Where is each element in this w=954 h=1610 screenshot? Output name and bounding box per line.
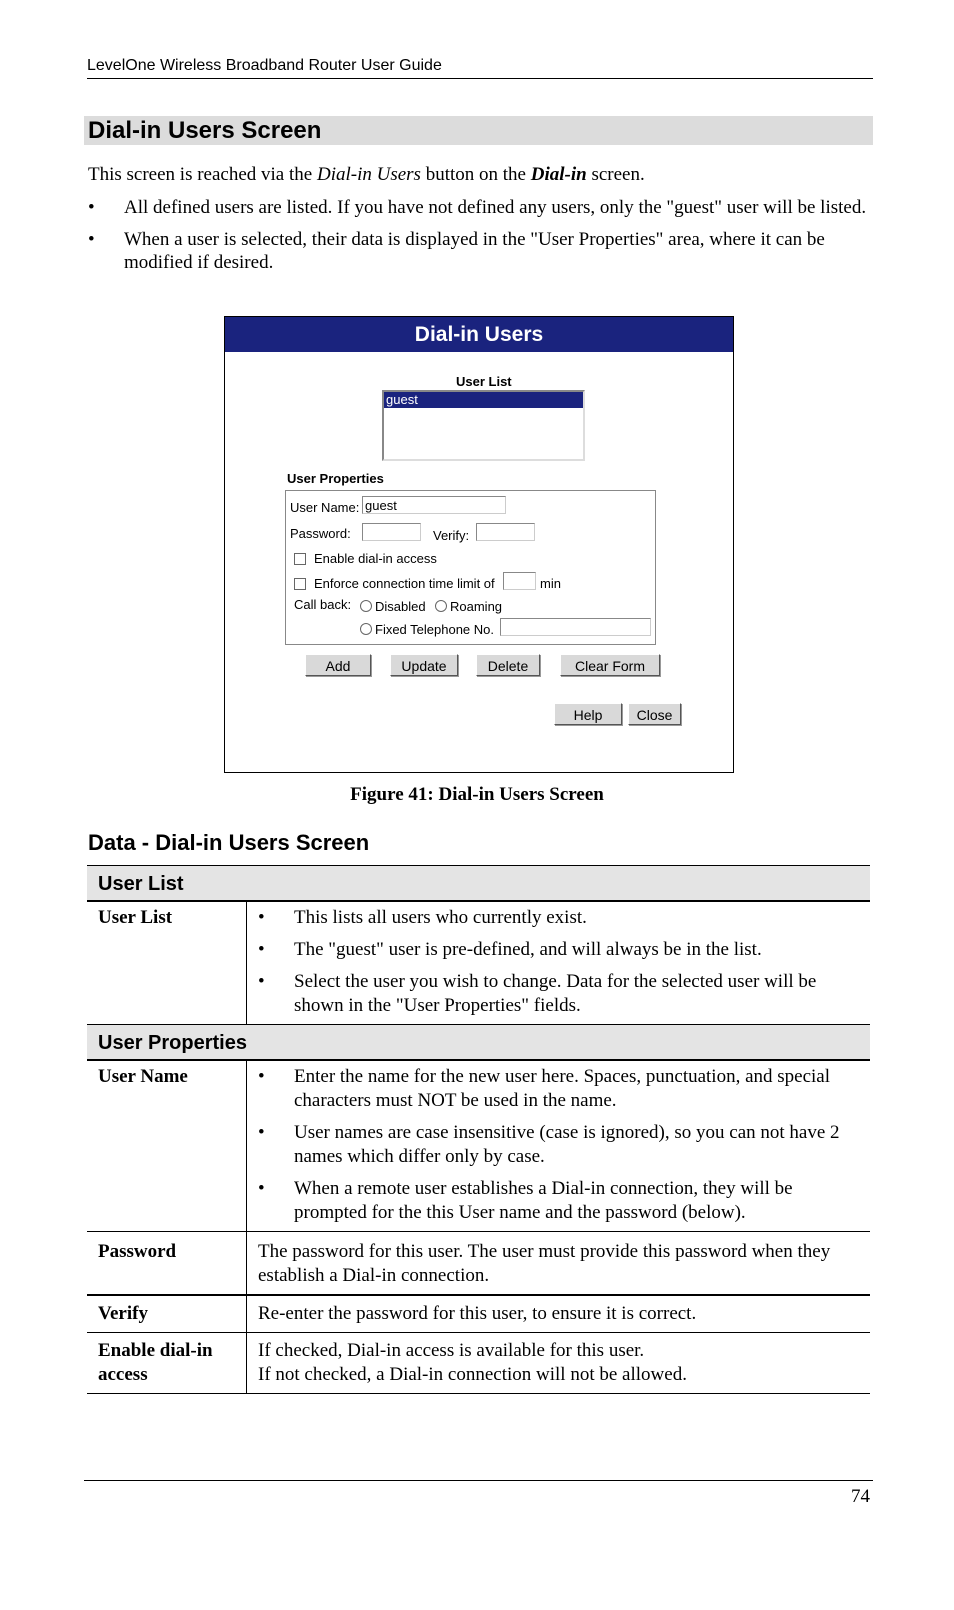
intro-bullet: • When a user is selected, their data is displayed in the "User Properties" area, where it can be modified if desired. bbox=[88, 228, 873, 274]
group-heading-user-properties: User Properties bbox=[87, 1025, 870, 1061]
user-name-input[interactable]: guest bbox=[362, 496, 506, 514]
section-title-bar bbox=[84, 116, 873, 145]
table-row bbox=[87, 1333, 870, 1394]
table-row bbox=[87, 901, 870, 1025]
help-button[interactable]: Help bbox=[554, 703, 622, 725]
add-button[interactable]: Add bbox=[305, 654, 371, 676]
row-key-verify: Verify bbox=[87, 1295, 247, 1333]
table-row bbox=[87, 1060, 870, 1232]
callback-fixed-radio[interactable] bbox=[360, 623, 372, 635]
row-bullet: • Select the user you wish to change. Data for the selected user will be shown in the "User Properties" fields. bbox=[258, 970, 860, 1018]
user-properties-box bbox=[285, 490, 656, 645]
row-key-user-list: User List bbox=[87, 901, 247, 1025]
callback-fixed-label: Fixed Telephone No. bbox=[375, 622, 495, 637]
row-bullet: • The "guest" user is pre-defined, and will always be in the list. bbox=[258, 938, 860, 962]
data-section-title: Data - Dial-in Users Screen bbox=[88, 830, 370, 855]
dialin-users-figure bbox=[224, 316, 734, 773]
row-bullet: • User names are case insensitive (case is ignored), so you can not have 2 names which differ only by case. bbox=[258, 1121, 860, 1169]
intro-bullet: • All defined users are listed. If you have not defined any users, only the "guest" user will be listed. bbox=[88, 196, 873, 219]
user-list-label: User List bbox=[456, 374, 512, 389]
intro-text: This screen is reached via the bbox=[88, 164, 317, 185]
table-group-row bbox=[87, 866, 870, 902]
enforce-time-limit-label: Enforce connection time limit of bbox=[314, 576, 495, 591]
user-list-box[interactable] bbox=[382, 390, 585, 461]
min-label: min bbox=[540, 576, 561, 591]
update-button[interactable]: Update bbox=[390, 654, 458, 676]
row-bullet: • This lists all users who currently exist. bbox=[258, 906, 860, 930]
table-group-row bbox=[87, 1025, 870, 1061]
row-value-verify: Re-enter the password for this user, to ensure it is correct. bbox=[247, 1295, 871, 1333]
callback-label: Call back: bbox=[294, 597, 352, 612]
fixed-telephone-input[interactable] bbox=[500, 618, 651, 636]
row-bullet: • Enter the name for the new user here. Spaces, punctuation, and special characters must NOT be used in the name. bbox=[258, 1065, 860, 1113]
intro-text: button on the bbox=[420, 164, 531, 185]
intro-emphasis-dialin: Dial-in bbox=[530, 164, 587, 185]
intro-emphasis-dialin-users: Dial-in Users bbox=[316, 164, 421, 185]
group-heading-user-list: User List bbox=[87, 866, 870, 902]
row-bullet: • When a remote user establishes a Dial-in connection, they will be prompted for the this User name and the password (below). bbox=[258, 1177, 860, 1225]
row-value-user-name bbox=[247, 1060, 871, 1232]
table-row bbox=[87, 1295, 870, 1333]
row-key-password: Password bbox=[87, 1232, 247, 1296]
row-value-line: If not checked, a Dial-in connection will not be allowed. bbox=[258, 1364, 687, 1385]
data-table bbox=[87, 865, 870, 1394]
figure-caption: Figure 41: Dial-in Users Screen bbox=[350, 784, 604, 805]
close-button[interactable]: Close bbox=[628, 703, 681, 725]
delete-button[interactable]: Delete bbox=[476, 654, 540, 676]
enable-dialin-checkbox[interactable] bbox=[294, 553, 306, 565]
row-value-enable-dialin bbox=[247, 1333, 871, 1394]
callback-roaming-radio[interactable] bbox=[435, 600, 447, 612]
row-value-line: If checked, Dial-in access is available for this user. bbox=[258, 1340, 645, 1361]
table-row bbox=[87, 1232, 870, 1296]
callback-roaming-label: Roaming bbox=[450, 599, 503, 614]
row-key-user-name: User Name bbox=[87, 1060, 247, 1232]
password-input[interactable] bbox=[362, 523, 421, 541]
intro-bullets bbox=[88, 196, 873, 283]
time-limit-input[interactable] bbox=[503, 572, 536, 590]
intro-text: screen. bbox=[586, 164, 645, 185]
row-value-user-list bbox=[247, 901, 871, 1025]
row-key-enable-dialin: Enable dial-in access bbox=[87, 1333, 247, 1394]
verify-label: Verify: bbox=[433, 528, 470, 543]
row-value-password: The password for this user. The user must provide this password when they establish a Dial-in connection. bbox=[247, 1232, 871, 1296]
user-properties-label: User Properties bbox=[287, 471, 384, 486]
footer-divider bbox=[84, 1480, 873, 1481]
clear-form-button[interactable]: Clear Form bbox=[560, 654, 660, 676]
enable-dialin-label: Enable dial-in access bbox=[314, 551, 437, 566]
user-list-item-guest[interactable]: guest bbox=[384, 392, 583, 408]
running-header: LevelOne Wireless Broadband Router User Guide bbox=[87, 57, 873, 79]
callback-disabled-label: Disabled bbox=[375, 599, 426, 614]
section-title: Dial-in Users Screen bbox=[88, 117, 322, 144]
intro-paragraph bbox=[88, 163, 873, 187]
figure-title-bar: Dial-in Users bbox=[225, 317, 733, 352]
user-name-label: User Name: bbox=[290, 500, 360, 515]
enforce-time-limit-checkbox[interactable] bbox=[294, 578, 306, 590]
password-label: Password: bbox=[290, 526, 351, 541]
page-number: 74 bbox=[851, 1486, 870, 1507]
callback-disabled-radio[interactable] bbox=[360, 600, 372, 612]
verify-input[interactable] bbox=[476, 523, 535, 541]
